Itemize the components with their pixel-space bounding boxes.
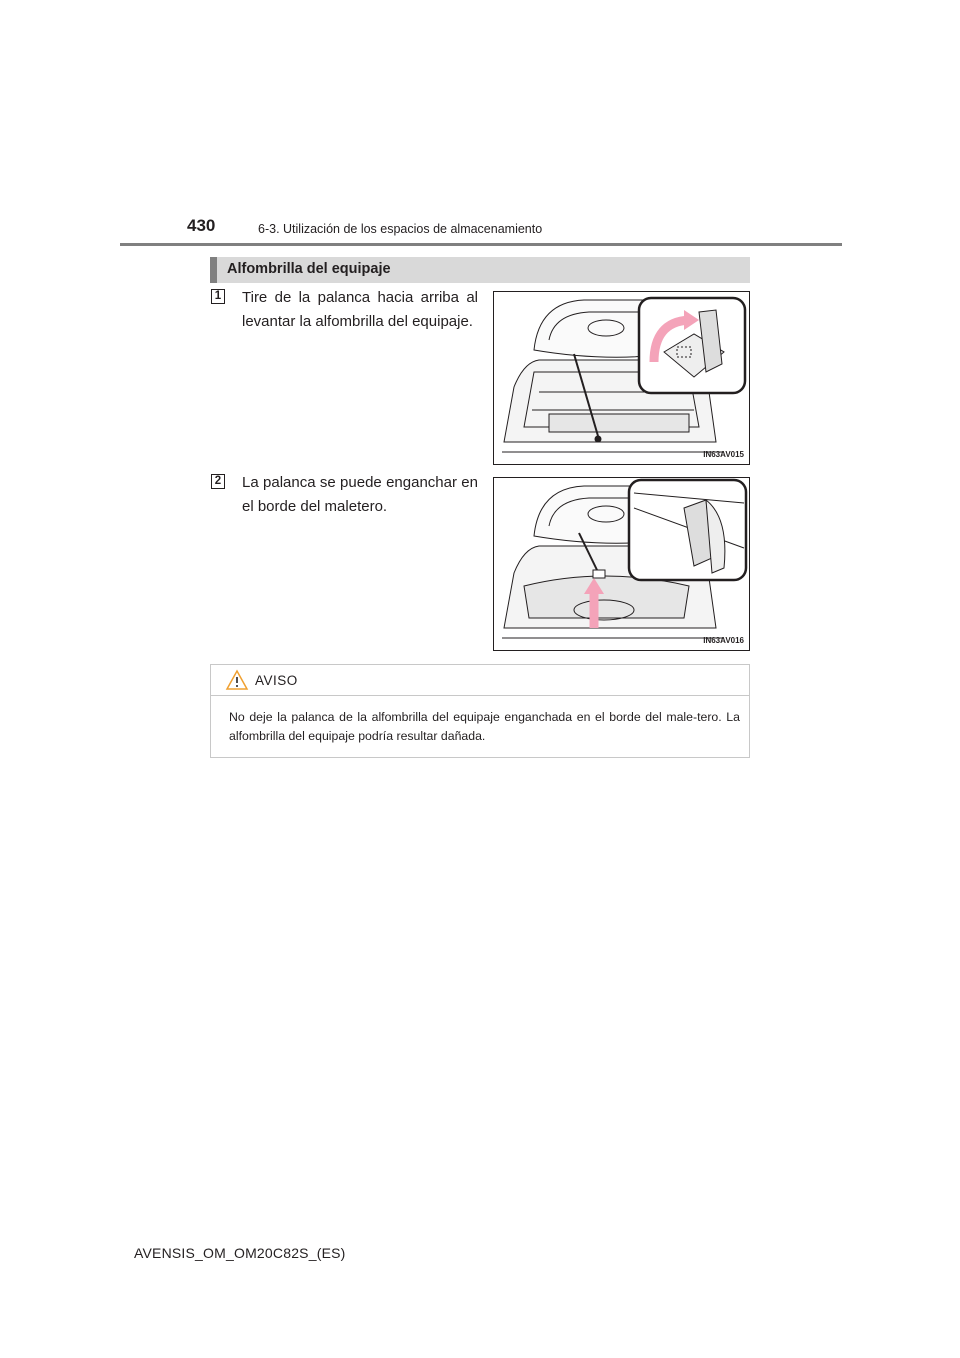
caution-body: No deje la palanca de la alfombrilla del equipaje enganchada en el borde del male-tero. La alfombrilla del equipaje podría resultar dañada. <box>229 710 740 743</box>
section-heading-text: Alfombrilla del equipaje <box>227 261 391 277</box>
figure-code-2: IN63AV016 <box>703 636 744 645</box>
step-number-1: 1 <box>211 289 225 304</box>
step-number-2: 2 <box>211 474 225 489</box>
caution-header <box>211 665 749 696</box>
section-heading <box>210 257 750 283</box>
trunk-hook-illustration <box>494 478 750 651</box>
step-text-2: La palanca se puede enganchar en el borde del maletero. <box>242 474 478 515</box>
document-id: AVENSIS_OM_OM20C82S_(ES) <box>134 1245 346 1261</box>
trunk-lift-illustration <box>494 292 750 465</box>
caution-title: AVISO <box>255 673 298 688</box>
header-divider <box>120 243 842 246</box>
page-number: 430 <box>187 216 216 235</box>
trunk-figure-1 <box>493 291 750 465</box>
warning-triangle-icon <box>225 669 249 691</box>
step-text-1: Tire de la palanca hacia arriba al levantar la alfombrilla del equipaje. <box>242 289 478 330</box>
figure-code-1: IN63AV015 <box>703 450 744 459</box>
caution-box <box>210 664 750 758</box>
trunk-figure-2 <box>493 477 750 651</box>
chapter-title: 6-3. Utilización de los espacios de almacenamiento <box>258 222 543 236</box>
